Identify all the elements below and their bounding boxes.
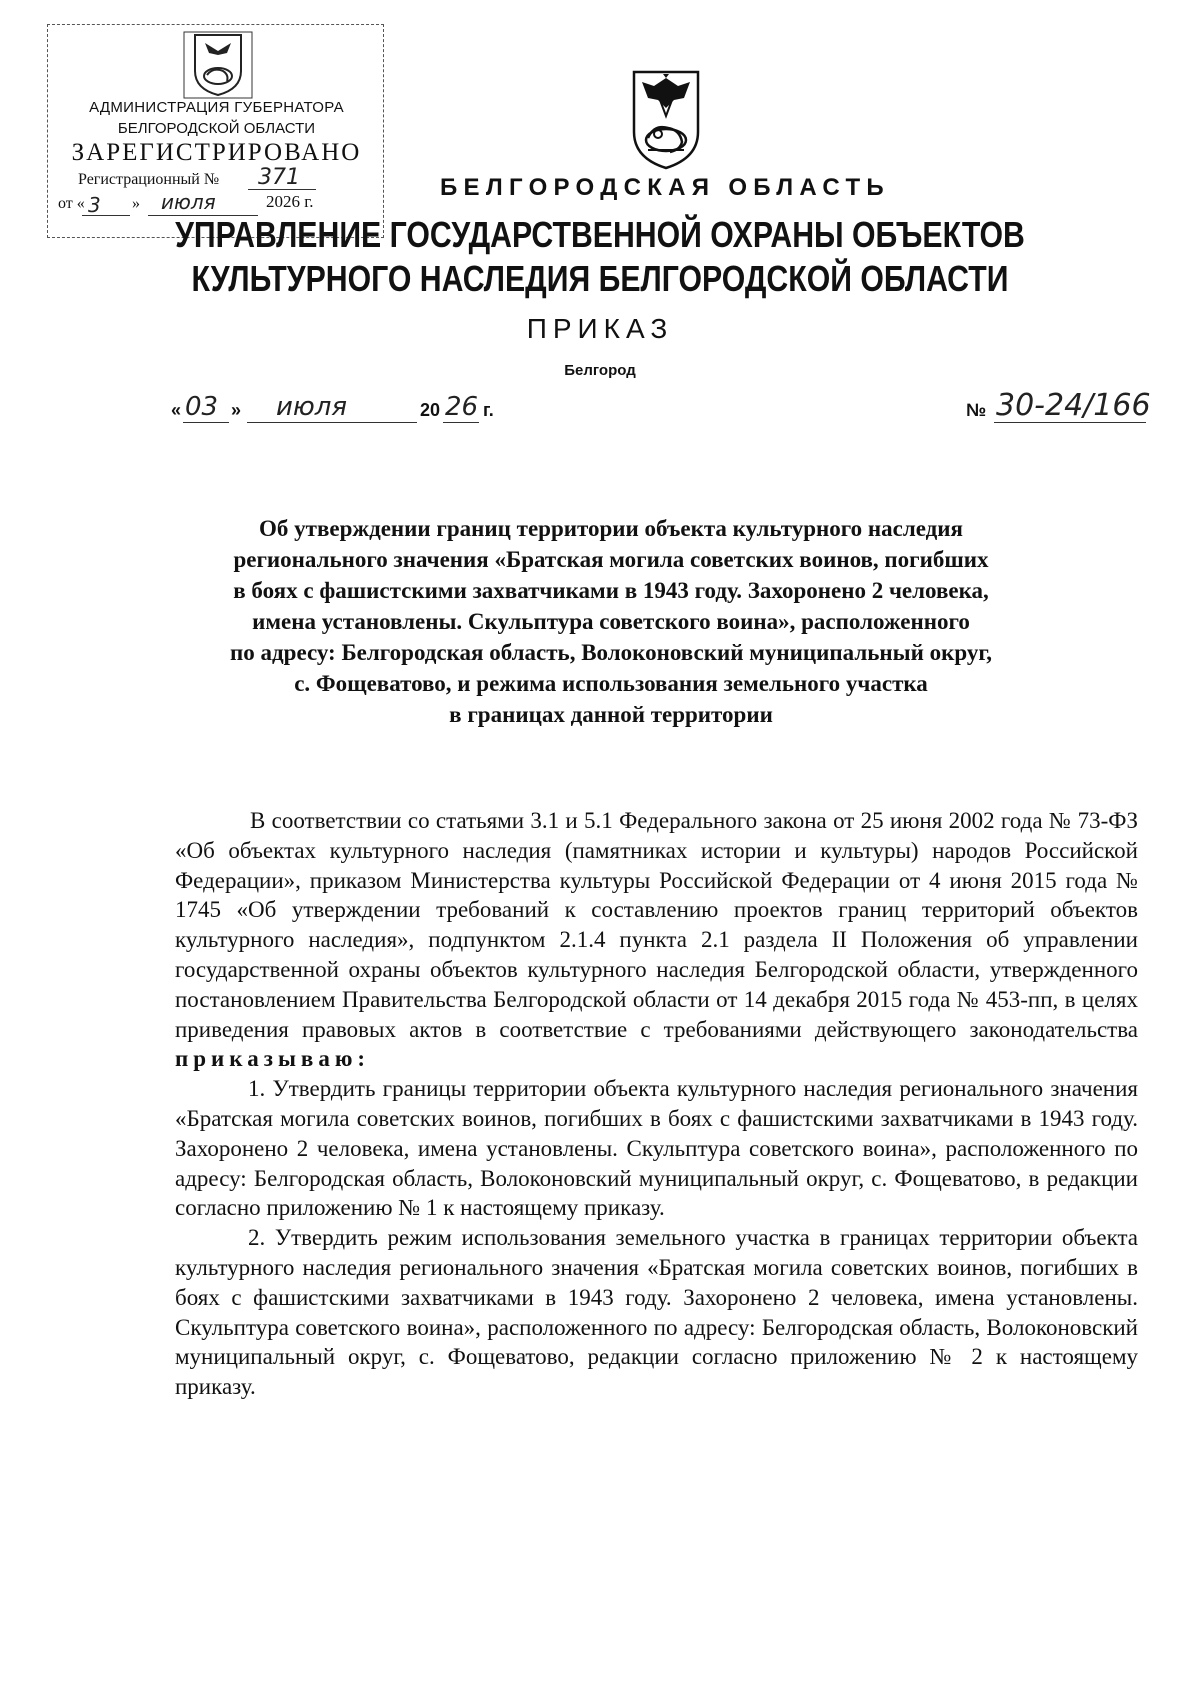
order-word: приказываю: (175, 1046, 371, 1072)
title-line: регионального значения «Братская могила советских воинов, погибших (233, 547, 989, 572)
stamp-date-row (58, 195, 85, 213)
order-date (171, 392, 551, 428)
stamp-month: июля (161, 190, 216, 214)
date-quote-open: « (171, 400, 182, 420)
title-line: в боях с фашистскими захватчиками в 1943 году. Захоронено 2 человека, (233, 578, 989, 603)
stamp-org-line1: АДМИНИСТРАЦИЯ ГУБЕРНАТОРА (89, 99, 344, 116)
stamp-number-underline (248, 189, 316, 190)
coat-of-arms-icon (630, 70, 702, 170)
order-item-2: 2. Утвердить режим использования земельного участка в границах территории объекта культурного наследия регионального значения «Братская могила советских воинов, погибших в боях с фашистскими захватчиками в 1943 году. Захоронено 2 человека, имена установлены. Скульптура советского воина», расположенного по адресу: Белгородская область, Волоконовский муниципальный округ, с. Фощеватово, редакции согласно приложению № 2 к настоящему приказу. (175, 1225, 1138, 1400)
preamble-paragraph: В соответствии со статьями 3.1 и 5.1 Федерального закона от 25 июня 2002 года № 73-ФЗ «Об объектах культурного наследия (памятниках истории и культуры) народов Российской Федерации», приказом Министерства культуры Российской Федерации от 4 июня 2015 года № 1745 «Об утверждении требований к составлению проектов границ территорий объектов культурного наследия», подпунктом 2.1.4 пункта 2.1 раздела II Положения об управлении государственной охраны объектов культурного наследия Белгородской области, утвержденного постановлением Правительства Белгородской области от 14 декабря 2015 года № 453-пп, в целях приведения правовых актов в соответствие с требованиями действующего законодательства (175, 808, 1138, 1042)
document-title (170, 513, 1052, 730)
date-day-underline (183, 422, 229, 423)
order-item-1: 1. Утвердить границы территории объекта культурного наследия регионального значения «Братская могила советских воинов, погибших в боях с фашистскими захватчиками в 1943 году. Захоронено 2 человека, имена установлены. Скульптура советского воина», расположенного по адресу: Белгородская область, Волоконовский муниципальный округ, с. Фощеватово, в редакции согласно приложению № 1 к настоящему приказу. (175, 1076, 1138, 1221)
stamp-org-line2: БЕЛГОРОДСКОЙ ОБЛАСТИ (117, 120, 316, 137)
date-year-suffix: 26 (445, 392, 479, 422)
title-line: имена установлены. Скульптура советского воина», расположенного (252, 609, 970, 634)
date-year-label: г. (483, 400, 494, 420)
department-name-line1: УПРАВЛЕНИЕ ГОСУДАРСТВЕННОЙ ОХРАНЫ ОБЪЕКТОВ (175, 214, 1025, 255)
number-label: № (966, 400, 987, 420)
region-name: БЕЛГОРОДСКАЯ ОБЛАСТЬ (440, 174, 890, 201)
document-type: ПРИКАЗ (526, 313, 674, 344)
title-line: Об утверждении границ территории объекта культурного наследия (259, 516, 963, 541)
date-day: 03 (185, 392, 219, 422)
date-month-underline (247, 422, 417, 423)
city-name: Белгород (564, 362, 636, 379)
registration-stamp (47, 24, 384, 238)
date-quote-close: » (231, 400, 242, 420)
stamp-reg-number: 371 (258, 165, 300, 190)
title-line: в границах данной территории (449, 702, 773, 727)
date-year-underline (443, 422, 479, 423)
stamp-from-label: от « (58, 195, 85, 212)
coat-of-arms-icon (183, 31, 253, 99)
number-underline (994, 422, 1146, 423)
number-value: 30-24/166 (996, 388, 1151, 423)
stamp-registered: ЗАРЕГИСТРИРОВАНО (71, 139, 362, 166)
date-year-prefix: 20 (420, 400, 441, 420)
stamp-day: 3 (88, 193, 101, 217)
title-line: с. Фощеватово, и режима использования земельного участка (294, 671, 928, 696)
stamp-year: 2026 г. (266, 192, 314, 211)
department-name-line2: КУЛЬТУРНОГО НАСЛЕДИЯ БЕЛГОРОДСКОЙ ОБЛАСТИ (191, 258, 1009, 299)
document-body (175, 806, 1138, 1402)
stamp-reg-label: Регистрационный № (78, 171, 220, 188)
order-number (966, 388, 1176, 428)
date-month: июля (276, 392, 348, 422)
title-line: по адресу: Белгородская область, Волоконовский муниципальный округ, (230, 640, 992, 665)
stamp-quote-close: » (132, 195, 140, 212)
